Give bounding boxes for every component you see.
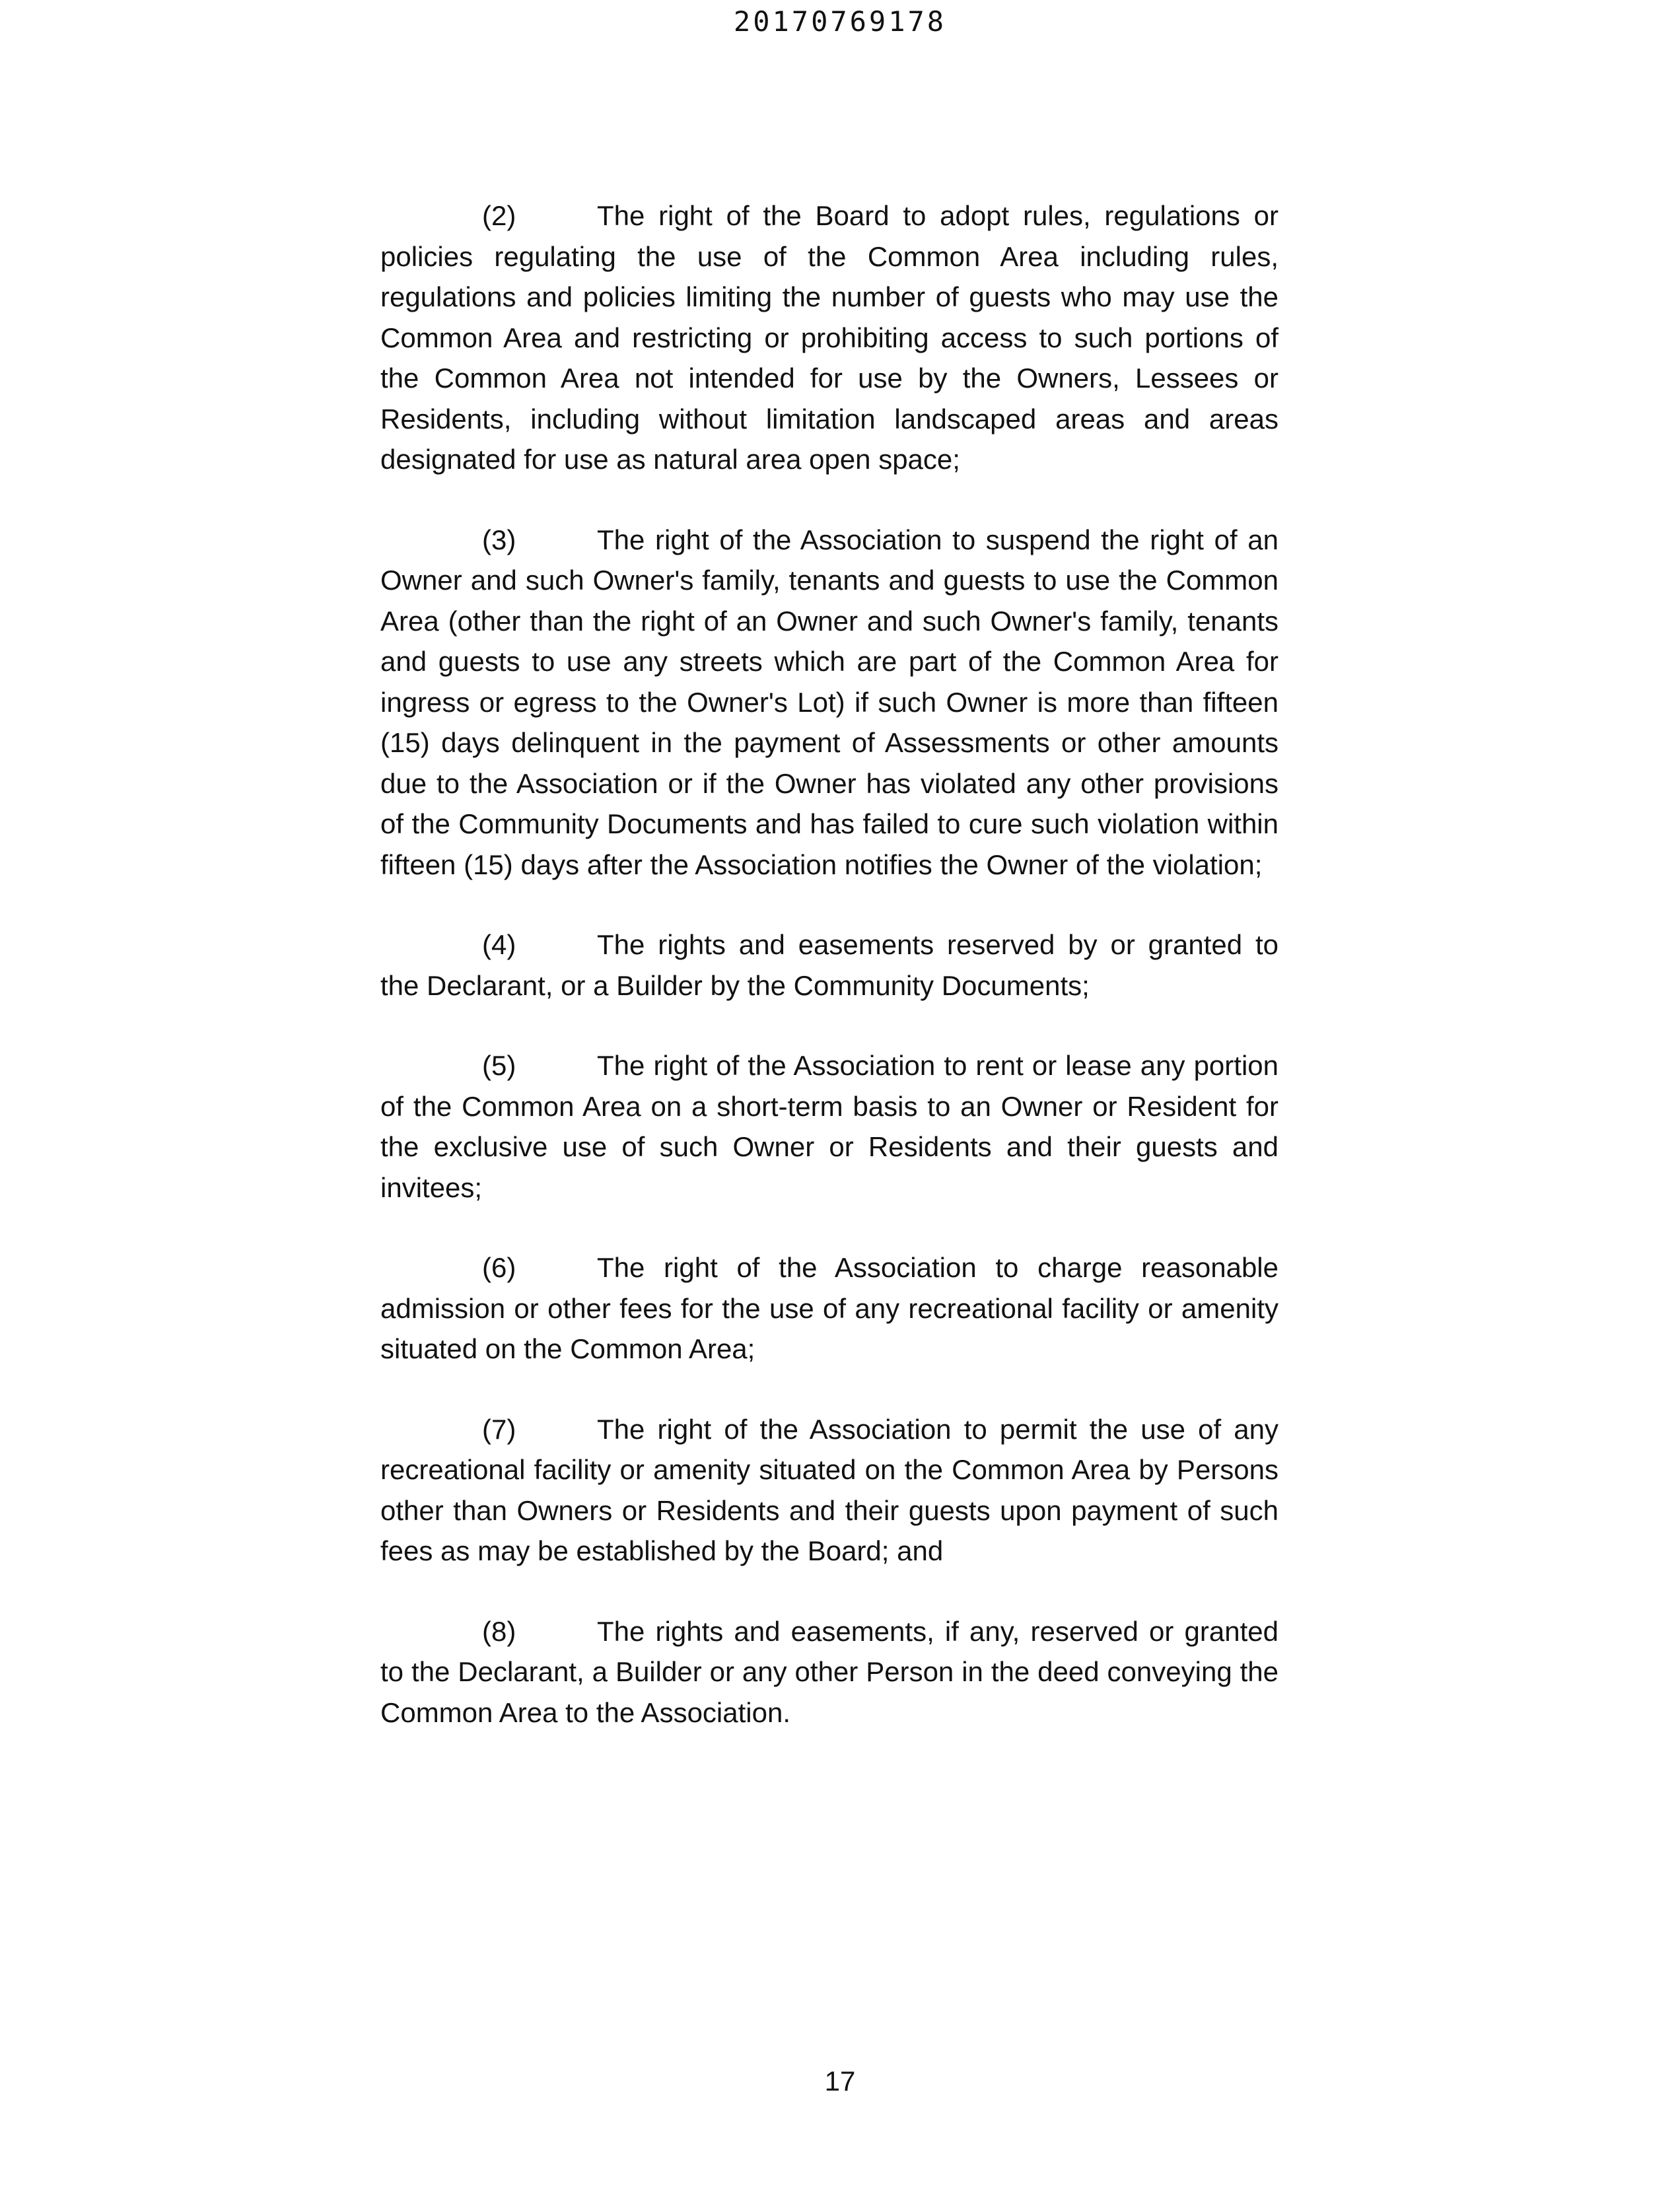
paragraph-text: The rights and easements, if any, reserved or granted to the Declarant, a Builder or any other Person in the deed conveying the Common Area to the Association.	[380, 1615, 1278, 1728]
paragraph-text: The right of the Association to suspend the right of an Owner and such Owner's family, tenants and guests to use the Common Area (other than the right of an Owner and such Owner's family, tenants and guests to use any streets which are part of the Common Area for ingress or egress to the Owner's Lot) if such Owner is more than fifteen (15) days delinquent in the payment of Assessments or other amounts due to the Association or if the Owner has violated any other provisions of the Community Documents and has failed to cure such violation within fifteen (15) days after the Association notifies the Owner of the violation;	[380, 524, 1278, 880]
paragraph-number: (8)	[482, 1615, 516, 1647]
paragraph-text: The right of the Board to adopt rules, regulations or policies regulating the use of the Common Area including rules, regulations and policies limiting the number of guests who may use the Common Area and restricting or prohibiting access to such portions of the Common Area not intended for use by the Owners, Lessees or Residents, including without limitation landscaped areas and areas designated for use as natural area open space;	[380, 200, 1278, 475]
paragraph-number: (2)	[482, 200, 516, 231]
page-number: 17	[824, 2066, 856, 2097]
paragraph-number: (3)	[482, 524, 516, 555]
document-body	[380, 195, 1278, 1772]
paragraph-3	[380, 520, 1278, 885]
paragraph-5	[380, 1045, 1278, 1208]
paragraph-number: (7)	[482, 1413, 516, 1445]
paragraph-number: (4)	[482, 929, 516, 960]
paragraph-7	[380, 1409, 1278, 1572]
paragraph-8	[380, 1611, 1278, 1733]
paragraph-text: The right of the Association to charge reasonable admission or other fees for the use of any recreational facility or amenity situated on the Common Area;	[380, 1252, 1278, 1364]
document-number: 20170769178	[733, 5, 947, 38]
paragraph-2	[380, 195, 1278, 480]
paragraph-text: The right of the Association to permit the use of any recreational facility or amenity situated on the Common Area by Persons other than Owners or Residents and their guests upon payment of such fees as may be established by the Board; and	[380, 1413, 1278, 1566]
paragraph-6	[380, 1247, 1278, 1370]
paragraph-text: The rights and easements reserved by or granted to the Declarant, or a Builder by the Community Documents;	[380, 929, 1278, 1001]
paragraph-number: (6)	[482, 1252, 516, 1283]
paragraph-number: (5)	[482, 1050, 516, 1081]
paragraph-text: The right of the Association to rent or lease any portion of the Common Area on a short-term basis to an Owner or Resident for the exclusive use of such Owner or Residents and their guests and invitees;	[380, 1050, 1278, 1203]
paragraph-4	[380, 924, 1278, 1006]
